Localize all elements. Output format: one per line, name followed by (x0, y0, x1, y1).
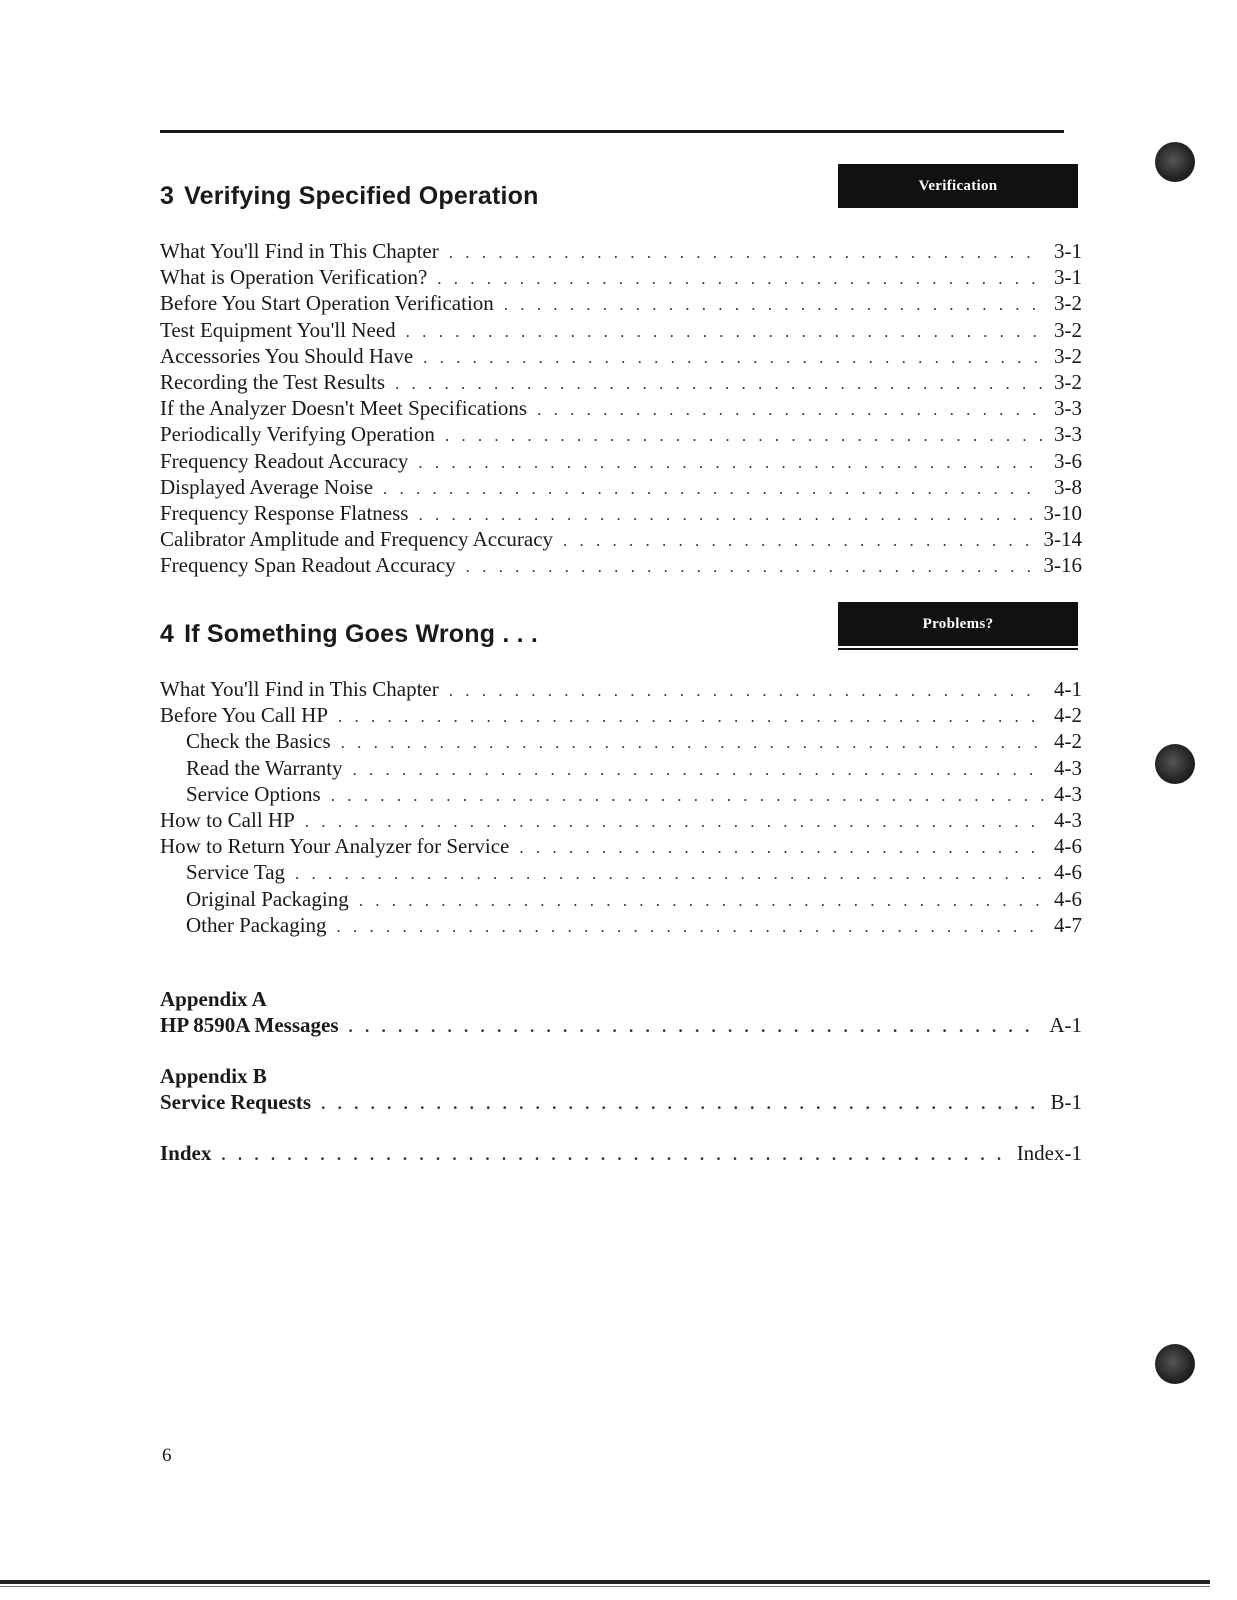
toc-entry-label: Test Equipment You'll Need (160, 317, 396, 342)
toc-entry[interactable] (160, 526, 1082, 552)
toc-entry-label: What You'll Find in This Chapter (160, 677, 439, 701)
toc-entry[interactable] (160, 395, 1082, 421)
toc-leader-dots (418, 502, 1033, 528)
toc-entry-page: 3-2 (1054, 291, 1082, 316)
problems-tab[interactable]: Problems? (838, 602, 1078, 646)
toc-leader-dots (353, 757, 1044, 783)
toc-entry-page: 3-10 (1043, 500, 1082, 525)
toc-entry-label: Frequency Span Readout Accuracy (160, 553, 456, 578)
toc-subentry[interactable] (160, 912, 1082, 938)
toc-entry-page: A-1 (1049, 1013, 1082, 1037)
toc-entry[interactable] (160, 290, 1082, 316)
chapter-4-title: If Something Goes Wrong . . . (184, 620, 539, 648)
toc-leader-dots (305, 809, 1044, 835)
toc-entry-label: Index (160, 1141, 212, 1165)
toc-entry-label: Frequency Readout Accuracy (160, 448, 409, 473)
toc-leader-dots (445, 423, 1044, 449)
toc-entry-page: 3-8 (1054, 474, 1082, 499)
toc-entry[interactable] (160, 500, 1082, 526)
toc-entry-page: B-1 (1050, 1090, 1082, 1114)
page-number: 6 (162, 1445, 172, 1466)
toc-entry[interactable] (160, 702, 1082, 728)
toc-entry-label: Calibrator Amplitude and Frequency Accuracy (160, 527, 554, 552)
toc-entry[interactable] (160, 448, 1082, 474)
toc-leader-dots (563, 528, 1033, 554)
bottom-rule (0, 1580, 1210, 1584)
toc-entry[interactable] (160, 807, 1082, 833)
toc-entry-label: Recording the Test Results (160, 369, 386, 394)
chapter-3-toc (160, 238, 1082, 578)
index-entry[interactable] (160, 1140, 1082, 1166)
toc-subentry[interactable] (160, 728, 1082, 754)
binder-hole-bottom (1155, 1344, 1195, 1384)
toc-entry-page: 3-6 (1054, 448, 1082, 473)
toc-entry-label: Service Tag (186, 860, 286, 885)
toc-entry-page: 4-6 (1054, 834, 1082, 859)
chapter-4-toc (160, 676, 1082, 938)
toc-entry[interactable] (160, 552, 1082, 578)
toc-entry-page: 3-14 (1043, 527, 1082, 552)
toc-leader-dots (383, 476, 1044, 502)
toc-leader-dots (466, 554, 1034, 580)
toc-entry-page: Index-1 (1016, 1141, 1082, 1165)
appendix-b-section (160, 1063, 1082, 1115)
toc-entry-label: Service Options (186, 781, 321, 806)
toc-entry-page: 3-16 (1043, 553, 1082, 578)
toc-entry-page: 3-1 (1054, 239, 1082, 263)
toc-entry-label: Periodically Verifying Operation (160, 422, 435, 447)
toc-entry-label: What You'll Find in This Chapter (160, 239, 439, 263)
toc-leader-dots (519, 835, 1044, 861)
binder-hole-top (1155, 142, 1195, 182)
index-section (160, 1140, 1082, 1166)
toc-entry-label: Original Packaging (186, 886, 349, 911)
bottom-rule-thin (0, 1586, 1210, 1587)
toc-leader-dots (341, 730, 1044, 756)
toc-entry-page: 3-2 (1054, 317, 1082, 342)
toc-leader-dots (337, 914, 1044, 940)
toc-entry-page: 3-3 (1054, 396, 1082, 421)
toc-subentry[interactable] (160, 859, 1082, 885)
appendix-a-heading: Appendix A (160, 987, 267, 1011)
toc-entry-label: Before You Call HP (160, 703, 329, 728)
toc-entry-page: 4-6 (1054, 886, 1082, 911)
toc-subentry[interactable] (160, 781, 1082, 807)
toc-leader-dots (406, 319, 1044, 345)
verification-tab[interactable]: Verification (838, 164, 1078, 208)
toc-entry-page: 4-1 (1054, 677, 1082, 701)
toc-subentry[interactable] (160, 886, 1082, 912)
toc-leader-dots (221, 1142, 1006, 1168)
toc-subentry[interactable] (160, 755, 1082, 781)
toc-entry-label: Check the Basics (186, 729, 331, 754)
chapter-3-heading (160, 182, 539, 211)
toc-entry-page: 4-3 (1054, 807, 1082, 832)
toc-entry[interactable] (160, 343, 1082, 369)
toc-entry[interactable] (160, 421, 1082, 447)
toc-entry-label: Accessories You Should Have (160, 343, 414, 368)
toc-entry-label: What is Operation Verification? (160, 265, 428, 290)
toc-entry[interactable] (160, 317, 1082, 343)
appendix-b-heading: Appendix B (160, 1064, 267, 1088)
toc-entry-page: 3-2 (1054, 343, 1082, 368)
appendix-a-section (160, 986, 1082, 1038)
toc-leader-dots (437, 266, 1044, 292)
chapter-4-heading (160, 620, 538, 649)
toc-entry-page: 4-2 (1054, 703, 1082, 728)
toc-leader-dots (321, 1091, 1040, 1117)
toc-leader-dots (295, 861, 1044, 887)
toc-entry-label: Before You Start Operation Verification (160, 291, 494, 316)
toc-entry[interactable] (160, 238, 1082, 264)
toc-entry-label: How to Return Your Analyzer for Service (160, 834, 510, 859)
toc-entry[interactable] (160, 264, 1082, 290)
toc-leader-dots (449, 678, 1044, 704)
toc-entry-page: 4-3 (1054, 781, 1082, 806)
toc-leader-dots (395, 371, 1044, 397)
appendix-a-entry[interactable] (160, 1012, 1082, 1038)
toc-entry-page: 4-3 (1054, 755, 1082, 780)
toc-leader-dots (331, 783, 1044, 809)
toc-entry-label: Service Requests (160, 1090, 312, 1114)
toc-leader-dots (359, 888, 1044, 914)
toc-entry-label: How to Call HP (160, 807, 295, 832)
toc-leader-dots (504, 292, 1044, 318)
toc-entry-page: 4-2 (1054, 729, 1082, 754)
toc-leader-dots (418, 450, 1044, 476)
toc-entry[interactable] (160, 833, 1082, 859)
toc-entry-label: Read the Warranty (186, 755, 343, 780)
toc-leader-dots (449, 240, 1044, 266)
binder-hole-middle (1155, 744, 1195, 784)
toc-entry-page: 3-1 (1054, 265, 1082, 290)
appendix-b-entry[interactable] (160, 1089, 1082, 1115)
toc-entry-label: If the Analyzer Doesn't Meet Specifications (160, 396, 528, 421)
toc-entry-page: 3-2 (1054, 369, 1082, 394)
toc-entry[interactable] (160, 676, 1082, 702)
toc-entry[interactable] (160, 474, 1082, 500)
toc-leader-dots (338, 704, 1044, 730)
chapter-3-number: 3 (160, 182, 175, 210)
top-rule (160, 130, 1064, 133)
toc-entry-label: Other Packaging (186, 912, 327, 937)
toc-entry-label: Displayed Average Noise (160, 474, 374, 499)
toc-leader-dots (349, 1014, 1040, 1040)
toc-entry[interactable] (160, 369, 1082, 395)
toc-leader-dots (423, 345, 1044, 371)
toc-entry-page: 4-6 (1054, 860, 1082, 885)
toc-entry-page: 4-7 (1054, 912, 1082, 937)
toc-entry-label: HP 8590A Messages (160, 1013, 339, 1037)
toc-leader-dots (537, 397, 1044, 423)
chapter-3-title: Verifying Specified Operation (184, 182, 539, 210)
chapter-4-number: 4 (160, 620, 175, 648)
toc-entry-label: Frequency Response Flatness (160, 500, 409, 525)
toc-entry-page: 3-3 (1054, 422, 1082, 447)
